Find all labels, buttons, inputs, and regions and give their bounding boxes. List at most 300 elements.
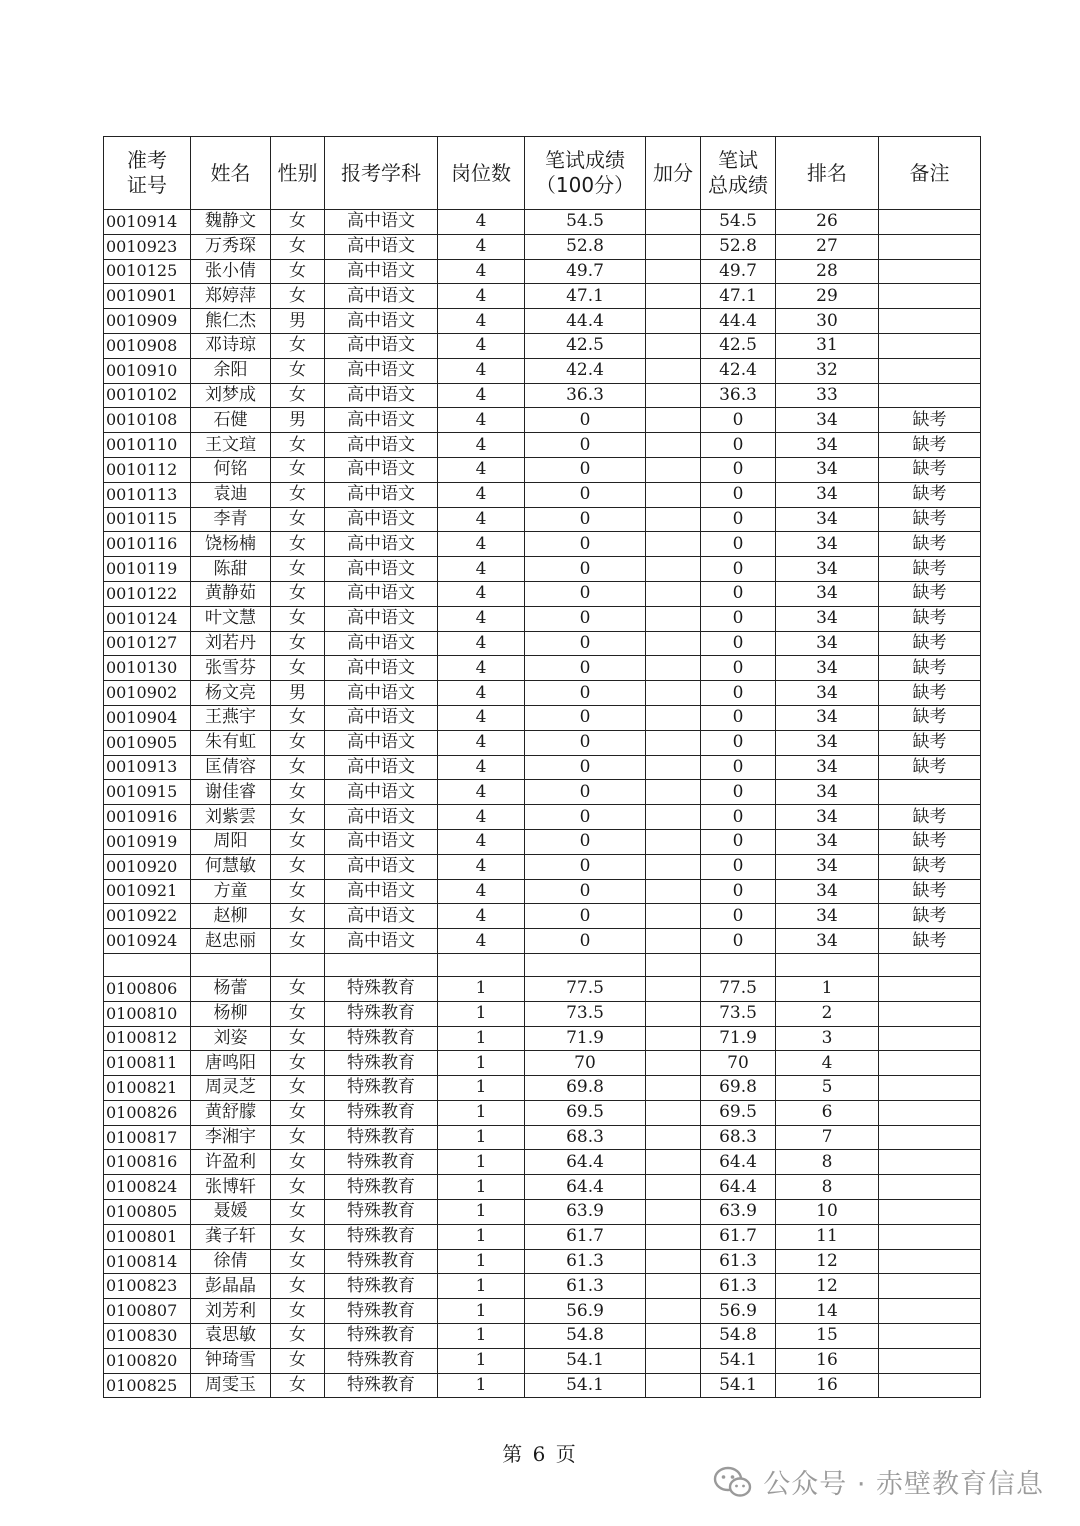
cell-written-score: 52.8: [525, 234, 646, 259]
cell-gender: 女: [271, 631, 325, 656]
cell-total-score: 61.7: [701, 1224, 776, 1249]
cell-gender: 女: [271, 284, 325, 309]
cell-subject: 高中语文: [325, 309, 438, 334]
cell-subject: 高中语文: [325, 284, 438, 309]
cell-bonus: [646, 259, 701, 284]
header-bonus: [646, 137, 701, 210]
cell-total-score: 0: [701, 681, 776, 706]
empty-cell: [525, 953, 646, 976]
cell-remark: [879, 1026, 981, 1051]
cell-gender: 女: [271, 1150, 325, 1175]
cell-written-score: 54.5: [525, 210, 646, 235]
cell-name: 唐鸣阳: [191, 1051, 271, 1076]
cell-positions: 4: [438, 879, 525, 904]
cell-positions: 4: [438, 408, 525, 433]
cell-positions: 1: [438, 1175, 525, 1200]
table-row: [104, 681, 981, 706]
cell-remark: [879, 1299, 981, 1324]
cell-positions: 4: [438, 705, 525, 730]
empty-cell: [191, 953, 271, 976]
cell-written-score: 0: [525, 482, 646, 507]
cell-gender: 女: [271, 333, 325, 358]
cell-total-score: 0: [701, 879, 776, 904]
cell-total-score: 71.9: [701, 1026, 776, 1051]
cell-rank: 34: [776, 780, 879, 805]
cell-positions: 1: [438, 1299, 525, 1324]
cell-name: 熊仁杰: [191, 309, 271, 334]
cell-remark: 缺考: [879, 879, 981, 904]
cell-written-score: 42.5: [525, 333, 646, 358]
cell-rank: 34: [776, 829, 879, 854]
empty-cell: [879, 953, 981, 976]
cell-subject: 高中语文: [325, 755, 438, 780]
cell-rank: 6: [776, 1100, 879, 1125]
cell-gender: 女: [271, 606, 325, 631]
empty-cell: [104, 953, 191, 976]
table-body: [104, 210, 981, 1398]
cell-remark: [879, 1249, 981, 1274]
cell-gender: 女: [271, 581, 325, 606]
cell-total-score: 0: [701, 904, 776, 929]
cell-exam-id: 0010102: [104, 383, 191, 408]
cell-written-score: 64.4: [525, 1150, 646, 1175]
table-row: [104, 656, 981, 681]
header-rank: [776, 137, 879, 210]
cell-rank: 34: [776, 805, 879, 830]
cell-rank: 34: [776, 730, 879, 755]
table-row: [104, 457, 981, 482]
cell-positions: 1: [438, 1249, 525, 1274]
cell-total-score: 42.5: [701, 333, 776, 358]
cell-name: 王燕宇: [191, 705, 271, 730]
cell-subject: 高中语文: [325, 780, 438, 805]
cell-bonus: [646, 929, 701, 954]
cell-written-score: 0: [525, 730, 646, 755]
cell-positions: 1: [438, 1125, 525, 1150]
cell-written-score: 0: [525, 631, 646, 656]
cell-rank: 30: [776, 309, 879, 334]
cell-total-score: 0: [701, 606, 776, 631]
table-row: [104, 557, 981, 582]
cell-rank: 34: [776, 457, 879, 482]
cell-positions: 4: [438, 234, 525, 259]
cell-subject: 特殊教育: [325, 1001, 438, 1026]
cell-name: 余阳: [191, 358, 271, 383]
cell-name: 周雯玉: [191, 1373, 271, 1398]
cell-total-score: 54.8: [701, 1324, 776, 1349]
cell-exam-id: 0100801: [104, 1224, 191, 1249]
cell-written-score: 0: [525, 879, 646, 904]
cell-subject: 高中语文: [325, 904, 438, 929]
cell-written-score: 61.7: [525, 1224, 646, 1249]
cell-name: 袁迪: [191, 482, 271, 507]
cell-bonus: [646, 1200, 701, 1225]
cell-gender: 女: [271, 780, 325, 805]
cell-written-score: 64.4: [525, 1175, 646, 1200]
cell-remark: 缺考: [879, 681, 981, 706]
cell-remark: 缺考: [879, 904, 981, 929]
cell-subject: 特殊教育: [325, 1224, 438, 1249]
cell-rank: 33: [776, 383, 879, 408]
cell-subject: 高中语文: [325, 358, 438, 383]
cell-total-score: 73.5: [701, 1001, 776, 1026]
cell-subject: 特殊教育: [325, 1125, 438, 1150]
cell-subject: 高中语文: [325, 210, 438, 235]
cell-written-score: 44.4: [525, 309, 646, 334]
cell-remark: [879, 1373, 981, 1398]
cell-exam-id: 0100812: [104, 1026, 191, 1051]
cell-rank: 16: [776, 1373, 879, 1398]
cell-exam-id: 0010904: [104, 705, 191, 730]
cell-written-score: 42.4: [525, 358, 646, 383]
cell-total-score: 0: [701, 507, 776, 532]
cell-positions: 4: [438, 929, 525, 954]
cell-bonus: [646, 1051, 701, 1076]
header-positions-line: 岗位数: [451, 160, 511, 185]
cell-name: 石健: [191, 408, 271, 433]
cell-exam-id: 0010901: [104, 284, 191, 309]
cell-name: 张博轩: [191, 1175, 271, 1200]
cell-gender: 女: [271, 805, 325, 830]
cell-name: 魏静文: [191, 210, 271, 235]
header-rank-line: 排名: [807, 160, 847, 185]
cell-written-score: 0: [525, 557, 646, 582]
cell-written-score: 47.1: [525, 284, 646, 309]
cell-bonus: [646, 1150, 701, 1175]
cell-written-score: 54.1: [525, 1348, 646, 1373]
cell-remark: 缺考: [879, 433, 981, 458]
cell-rank: 32: [776, 358, 879, 383]
cell-gender: 女: [271, 457, 325, 482]
table-row: [104, 879, 981, 904]
cell-gender: 女: [271, 1001, 325, 1026]
cell-remark: 缺考: [879, 457, 981, 482]
cell-exam-id: 0010921: [104, 879, 191, 904]
cell-exam-id: 0010909: [104, 309, 191, 334]
header-gender: [271, 137, 325, 210]
cell-total-score: 54.5: [701, 210, 776, 235]
cell-rank: 29: [776, 284, 879, 309]
cell-total-score: 61.3: [701, 1274, 776, 1299]
cell-bonus: [646, 210, 701, 235]
cell-bonus: [646, 333, 701, 358]
cell-bonus: [646, 829, 701, 854]
cell-subject: 特殊教育: [325, 1026, 438, 1051]
header-remark: [879, 137, 981, 210]
cell-name: 黄静茹: [191, 581, 271, 606]
table-row: [104, 210, 981, 235]
cell-remark: [879, 210, 981, 235]
cell-remark: [879, 358, 981, 383]
cell-rank: 3: [776, 1026, 879, 1051]
cell-total-score: 42.4: [701, 358, 776, 383]
cell-remark: [879, 1348, 981, 1373]
cell-positions: 1: [438, 1051, 525, 1076]
cell-subject: 特殊教育: [325, 976, 438, 1001]
cell-gender: 女: [271, 557, 325, 582]
cell-total-score: 0: [701, 532, 776, 557]
cell-exam-id: 0010108: [104, 408, 191, 433]
cell-subject: 特殊教育: [325, 1051, 438, 1076]
cell-positions: 4: [438, 482, 525, 507]
cell-gender: 女: [271, 259, 325, 284]
cell-written-score: 69.8: [525, 1076, 646, 1101]
cell-name: 徐倩: [191, 1249, 271, 1274]
table-row: [104, 408, 981, 433]
cell-positions: 4: [438, 557, 525, 582]
cell-subject: 特殊教育: [325, 1299, 438, 1324]
cell-remark: [879, 1200, 981, 1225]
score-table-sheet: [103, 136, 980, 1398]
cell-subject: 特殊教育: [325, 1324, 438, 1349]
table-row: [104, 606, 981, 631]
cell-name: 张小倩: [191, 259, 271, 284]
cell-exam-id: 0100824: [104, 1175, 191, 1200]
table-row: [104, 383, 981, 408]
cell-written-score: 71.9: [525, 1026, 646, 1051]
cell-name: 何慧敏: [191, 854, 271, 879]
table-row: [104, 854, 981, 879]
cell-rank: 16: [776, 1348, 879, 1373]
cell-rank: 34: [776, 854, 879, 879]
cell-written-score: 0: [525, 904, 646, 929]
header-gender-line: 性别: [277, 160, 318, 185]
cell-name: 赵忠丽: [191, 929, 271, 954]
cell-positions: 1: [438, 1150, 525, 1175]
cell-positions: 4: [438, 606, 525, 631]
cell-positions: 4: [438, 730, 525, 755]
cell-remark: [879, 383, 981, 408]
cell-remark: 缺考: [879, 581, 981, 606]
cell-total-score: 54.1: [701, 1348, 776, 1373]
cell-gender: 女: [271, 904, 325, 929]
cell-rank: 34: [776, 656, 879, 681]
cell-exam-id: 0100825: [104, 1373, 191, 1398]
cell-rank: 34: [776, 581, 879, 606]
table-row: [104, 284, 981, 309]
cell-gender: 女: [271, 433, 325, 458]
table-row: [104, 1274, 981, 1299]
table-row: [104, 1324, 981, 1349]
cell-total-score: 0: [701, 780, 776, 805]
wechat-icon: [713, 1465, 753, 1499]
cell-written-score: 0: [525, 805, 646, 830]
cell-positions: 1: [438, 1100, 525, 1125]
cell-positions: 1: [438, 1274, 525, 1299]
table-row: [104, 1249, 981, 1274]
cell-bonus: [646, 457, 701, 482]
cell-name: 袁思敏: [191, 1324, 271, 1349]
cell-total-score: 0: [701, 656, 776, 681]
cell-exam-id: 0100830: [104, 1324, 191, 1349]
cell-rank: 12: [776, 1249, 879, 1274]
cell-gender: 女: [271, 383, 325, 408]
cell-exam-id: 0010115: [104, 507, 191, 532]
cell-positions: 4: [438, 681, 525, 706]
table-row: [104, 358, 981, 383]
cell-total-score: 77.5: [701, 976, 776, 1001]
cell-remark: [879, 1224, 981, 1249]
cell-subject: 高中语文: [325, 805, 438, 830]
cell-remark: [879, 1274, 981, 1299]
cell-rank: 27: [776, 234, 879, 259]
cell-rank: 12: [776, 1274, 879, 1299]
cell-bonus: [646, 854, 701, 879]
cell-bonus: [646, 581, 701, 606]
cell-positions: 4: [438, 829, 525, 854]
cell-exam-id: 0010924: [104, 929, 191, 954]
cell-total-score: 69.8: [701, 1076, 776, 1101]
cell-name: 谢佳睿: [191, 780, 271, 805]
cell-subject: 特殊教育: [325, 1100, 438, 1125]
table-row: [104, 507, 981, 532]
table-row: [104, 1051, 981, 1076]
cell-exam-id: 0100821: [104, 1076, 191, 1101]
cell-bonus: [646, 358, 701, 383]
table-row: [104, 1150, 981, 1175]
empty-cell: [701, 953, 776, 976]
cell-positions: 4: [438, 904, 525, 929]
cell-positions: 1: [438, 976, 525, 1001]
cell-written-score: 69.5: [525, 1100, 646, 1125]
cell-subject: 高中语文: [325, 681, 438, 706]
cell-gender: 女: [271, 1200, 325, 1225]
cell-exam-id: 0010922: [104, 904, 191, 929]
cell-bonus: [646, 755, 701, 780]
header-total-score: [701, 137, 776, 210]
cell-remark: 缺考: [879, 929, 981, 954]
table-row: [104, 1224, 981, 1249]
cell-total-score: 0: [701, 805, 776, 830]
cell-name: 王文瑄: [191, 433, 271, 458]
cell-total-score: 0: [701, 457, 776, 482]
table-row: [104, 929, 981, 954]
cell-exam-id: 0100826: [104, 1100, 191, 1125]
cell-bonus: [646, 433, 701, 458]
cell-total-score: 44.4: [701, 309, 776, 334]
cell-exam-id: 0100816: [104, 1150, 191, 1175]
cell-bonus: [646, 1175, 701, 1200]
score-table: [103, 136, 981, 1398]
cell-rank: 34: [776, 532, 879, 557]
cell-positions: 4: [438, 259, 525, 284]
cell-rank: 34: [776, 631, 879, 656]
cell-rank: 34: [776, 705, 879, 730]
cell-subject: 特殊教育: [325, 1175, 438, 1200]
cell-total-score: 0: [701, 829, 776, 854]
cell-remark: 缺考: [879, 755, 981, 780]
cell-bonus: [646, 1324, 701, 1349]
cell-subject: 高中语文: [325, 259, 438, 284]
header-total-score-line: 笔试: [718, 148, 758, 172]
cell-name: 黄舒朦: [191, 1100, 271, 1125]
cell-remark: [879, 333, 981, 358]
cell-rank: 34: [776, 879, 879, 904]
cell-exam-id: 0010916: [104, 805, 191, 830]
cell-total-score: 68.3: [701, 1125, 776, 1150]
table-row: [104, 1026, 981, 1051]
cell-subject: 高中语文: [325, 557, 438, 582]
cell-positions: 1: [438, 1076, 525, 1101]
cell-rank: 8: [776, 1175, 879, 1200]
cell-exam-id: 0010112: [104, 457, 191, 482]
cell-remark: [879, 780, 981, 805]
cell-name: 陈甜: [191, 557, 271, 582]
table-row: [104, 1100, 981, 1125]
header-remark-line: 备注: [909, 160, 950, 185]
cell-exam-id: 0010127: [104, 631, 191, 656]
cell-rank: 31: [776, 333, 879, 358]
cell-rank: 1: [776, 976, 879, 1001]
cell-exam-id: 0010923: [104, 234, 191, 259]
cell-name: 刘芳利: [191, 1299, 271, 1324]
cell-bonus: [646, 309, 701, 334]
cell-gender: 女: [271, 210, 325, 235]
cell-subject: 高中语文: [325, 730, 438, 755]
cell-name: 方童: [191, 879, 271, 904]
cell-remark: [879, 976, 981, 1001]
cell-name: 李青: [191, 507, 271, 532]
header-row: [104, 137, 981, 210]
table-row: [104, 1299, 981, 1324]
table-row: [104, 309, 981, 334]
cell-total-score: 52.8: [701, 234, 776, 259]
cell-name: 杨文亮: [191, 681, 271, 706]
cell-rank: 15: [776, 1324, 879, 1349]
cell-name: 何铭: [191, 457, 271, 482]
cell-remark: 缺考: [879, 705, 981, 730]
cell-exam-id: 0010914: [104, 210, 191, 235]
cell-name: 彭晶晶: [191, 1274, 271, 1299]
empty-cell: [776, 953, 879, 976]
header-name-line: 姓名: [210, 160, 251, 185]
cell-written-score: 54.8: [525, 1324, 646, 1349]
cell-written-score: 61.3: [525, 1249, 646, 1274]
cell-gender: 女: [271, 1175, 325, 1200]
cell-remark: 缺考: [879, 829, 981, 854]
cell-exam-id: 0010113: [104, 482, 191, 507]
table-row: [104, 1125, 981, 1150]
cell-name: 李湘宇: [191, 1125, 271, 1150]
cell-remark: 缺考: [879, 854, 981, 879]
cell-gender: 女: [271, 507, 325, 532]
cell-bonus: [646, 234, 701, 259]
cell-total-score: 69.5: [701, 1100, 776, 1125]
cell-exam-id: 0100817: [104, 1125, 191, 1150]
cell-written-score: 68.3: [525, 1125, 646, 1150]
cell-name: 周灵芝: [191, 1076, 271, 1101]
table-row: [104, 333, 981, 358]
cell-remark: [879, 1076, 981, 1101]
cell-total-score: 36.3: [701, 383, 776, 408]
cell-rank: 34: [776, 557, 879, 582]
cell-total-score: 63.9: [701, 1200, 776, 1225]
cell-subject: 特殊教育: [325, 1373, 438, 1398]
cell-remark: [879, 1125, 981, 1150]
cell-gender: 女: [271, 879, 325, 904]
cell-rank: 7: [776, 1125, 879, 1150]
cell-bonus: [646, 1001, 701, 1026]
cell-written-score: 0: [525, 408, 646, 433]
cell-rank: 4: [776, 1051, 879, 1076]
cell-gender: 女: [271, 1249, 325, 1274]
cell-exam-id: 0010905: [104, 730, 191, 755]
cell-total-score: 0: [701, 755, 776, 780]
cell-positions: 1: [438, 1026, 525, 1051]
table-row: [104, 1076, 981, 1101]
table-row: [104, 532, 981, 557]
cell-subject: 特殊教育: [325, 1348, 438, 1373]
